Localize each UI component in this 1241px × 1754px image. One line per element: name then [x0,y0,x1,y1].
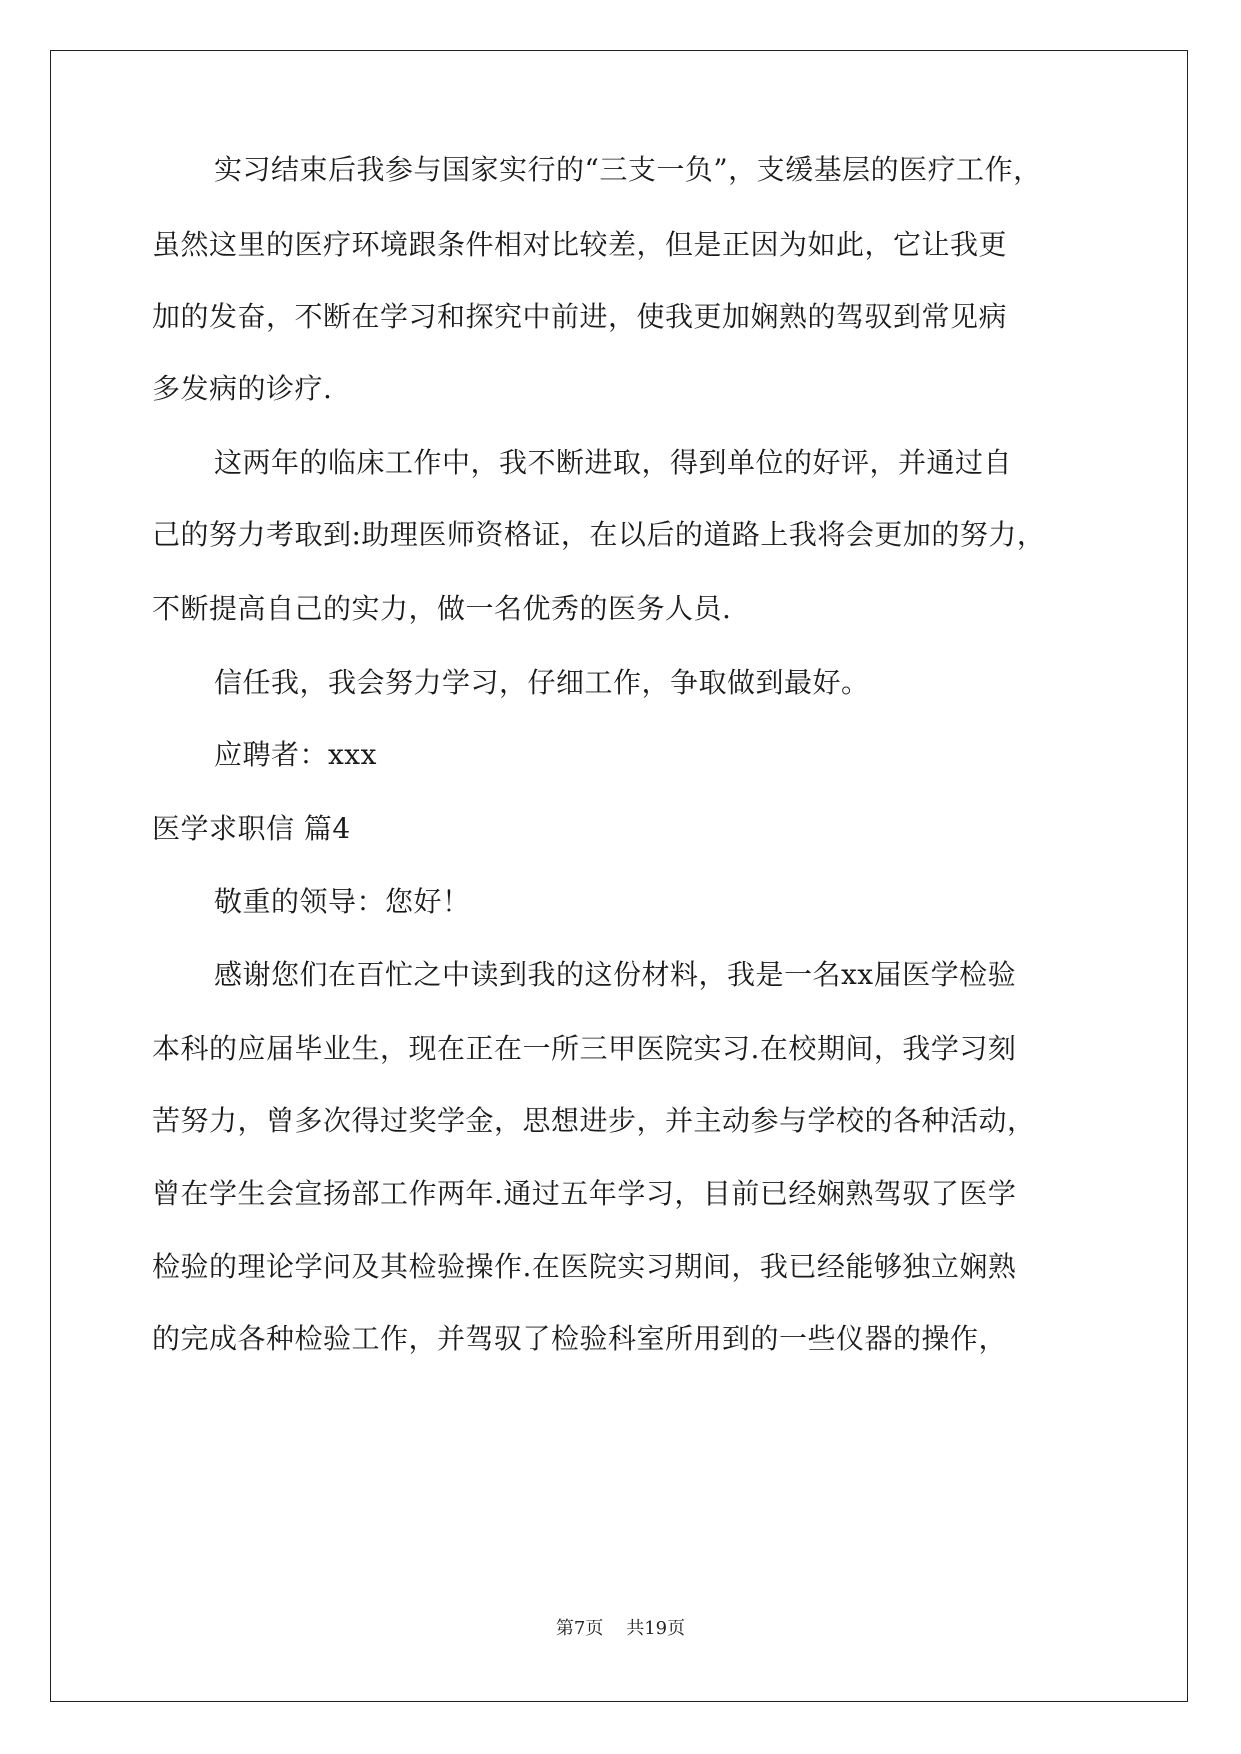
page-number: 第7页 [555,1618,604,1639]
section-heading: 医学求职信 篇4 [152,812,351,845]
paragraph-line: 己的努力考取到:助理医师资格证，在以后的道路上我将会更加的努力， [152,518,1046,551]
paragraph-line: 虽然这里的医疗环境跟条件相对比较差，但是正因为如此，它让我更 [152,228,1008,261]
page-footer [0,1617,1241,1641]
paragraph-line: 感谢您们在百忙之中读到我的这份材料，我是一名xx届医学检验 [214,958,1017,991]
page-total: 共19页 [626,1618,686,1639]
paragraph-line: 曾在学生会宣扬部工作两年.通过五年学习，目前已经娴熟驾驭了医学 [152,1177,1017,1210]
paragraph-line: 多发病的诊疗. [152,372,333,405]
paragraph-line: 检验的理论学问及其检验操作.在医院实习期间，我已经能够独立娴熟 [152,1250,1017,1283]
paragraph-line: 本科的应届毕业生，现在正在一所三甲医院实习.在校期间，我学习刻 [152,1032,1017,1065]
signature-line: 应聘者：xxx [214,738,377,771]
paragraph-line: 信任我，我会努力学习，仔细工作，争取做到最好。 [214,666,870,699]
paragraph-line: 实习结束后我参与国家实行的“三支一负”，支缓基层的医疗工作， [214,153,1042,186]
paragraph-line: 苦努力，曾多次得过奖学金，思想进步，并主动参与学校的各种活动， [152,1104,1036,1137]
paragraph-line: 加的发奋，不断在学习和探究中前进，使我更加娴熟的驾驭到常见病 [152,300,1008,333]
paragraph-line: 的完成各种检验工作，并驾驭了检验科室所用到的一些仪器的操作， [152,1322,1008,1355]
paragraph-line: 这两年的临床工作中，我不断进取，得到单位的好评，并通过自 [214,446,1013,479]
salutation: 敬重的领导：您好！ [214,885,471,918]
paragraph-line: 不断提高自己的实力，做一名优秀的医务人员. [152,592,732,625]
